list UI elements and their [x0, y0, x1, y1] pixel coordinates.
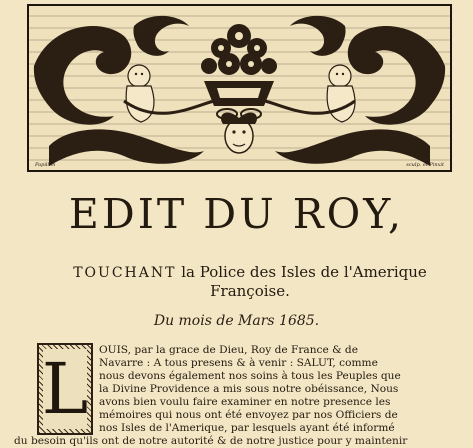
- engraver-signature-right: sculp. ét Pinxit: [406, 162, 444, 168]
- body-paragraph: [99, 344, 464, 435]
- initial-letter: L: [41, 348, 89, 430]
- body-line: OUIS, par la grace de Dieu, Roy de France & de: [99, 344, 358, 356]
- engraver-signature-left: Papillon: [35, 162, 56, 168]
- edict-title: EDIT DU ROY,: [68, 190, 405, 238]
- body-line-cutoff: du besoin qu'ils ont de notre autorité & de notre justice pour y maintenir: [14, 435, 408, 447]
- edict-subtitle: [40, 263, 460, 300]
- body-line: Navarre : A tous presens & à venir : SALUT, comme: [99, 357, 378, 369]
- headpiece-engraving: [29, 6, 450, 170]
- decorated-initial: [37, 343, 93, 435]
- body-line: la Divine Providence a mis sous notre obéissance, Nous: [99, 383, 399, 395]
- subtitle-lead: TOUCHANT: [73, 265, 177, 281]
- edict-date: Du mois de Mars 1685.: [153, 313, 320, 329]
- ornamental-headpiece: [27, 4, 452, 172]
- body-line: mémoires qui nous ont été envoyez par nos Officiers de: [99, 409, 398, 421]
- body-line: nous devons également nos soins à tous les Peuples que: [99, 370, 401, 382]
- body-line: avons bien voulu faire examiner en notre presence les: [99, 396, 391, 408]
- body-line: nos Isles de l'Amerique, par lesquels ayant été informé: [99, 422, 395, 434]
- subtitle-line1: la Police des Isles de l'Amerique: [176, 263, 427, 281]
- edict-body: [14, 343, 464, 447]
- subtitle-line2: Françoise.: [210, 282, 290, 300]
